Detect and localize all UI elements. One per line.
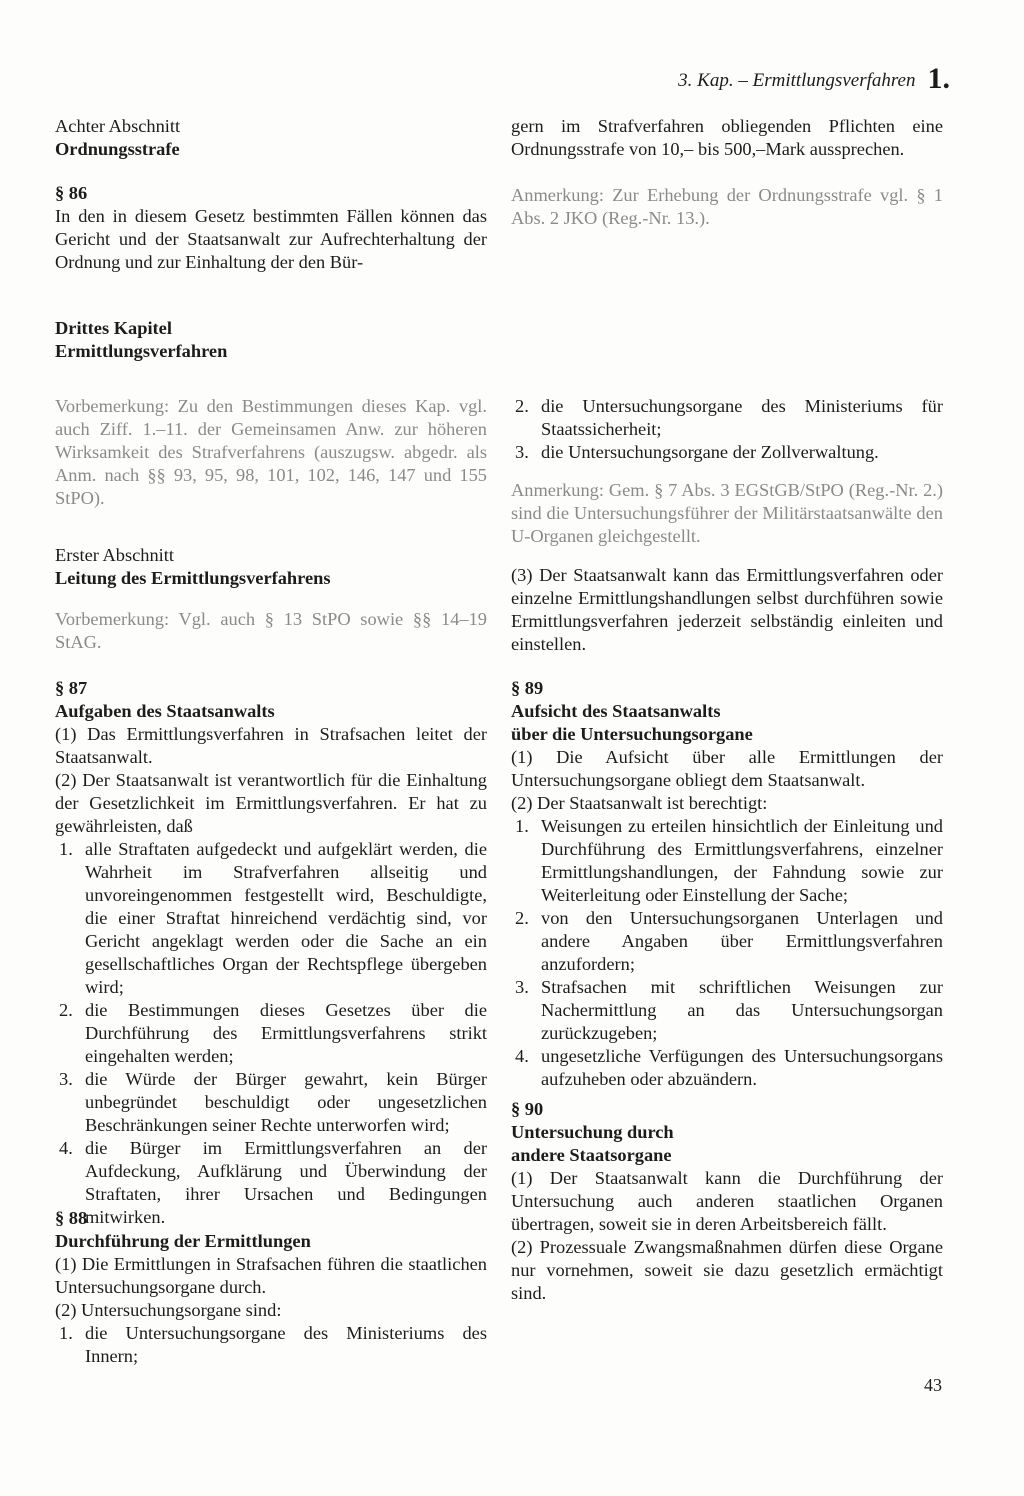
paragraph-90-title-2: andere Staatsorgane — [511, 1145, 672, 1165]
paragraph-89 — [511, 677, 943, 1091]
paragraph-89-title-1: Aufsicht des Staatsanwalts — [511, 701, 721, 721]
paragraph-90 — [511, 1098, 943, 1305]
paragraph-88 — [55, 1207, 487, 1368]
list-item: 4. ungesetzliche Verfügungen des Untersuchungsorgans aufzuheben oder abzuändern. — [515, 1046, 943, 1089]
paragraph-90-para2: (2) Prozessuale Zwangsmaßnahmen dürfen diese Organe nur vornehmen, soweit sie dazu gesetzlich ermächtigt sind. — [511, 1237, 943, 1303]
paragraph-89-title-2: über die Untersuchungsorgane — [511, 724, 753, 744]
chapter-prenote — [55, 395, 487, 510]
section-1-heading — [55, 544, 487, 590]
list-item: 2. die Untersuchungsorgane des Ministeriums für Staatssicherheit; — [515, 396, 943, 439]
paragraph-89-para1: (1) Die Aufsicht über alle Ermittlungen der Untersuchungsorgane obliegt dem Staatsanwalt. — [511, 747, 943, 790]
chapter-heading — [55, 317, 495, 363]
paragraph-87-para1: (1) Das Ermittlungsverfahren in Strafsachen leitet der Staatsanwalt. — [55, 724, 487, 767]
paragraph-87 — [55, 677, 487, 1229]
list-item: 2. die Bestimmungen dieses Gesetzes über die Durchführung des Ermittlungsverfahrens strikt eingehalten werden; — [59, 1000, 487, 1066]
list-item: 1. alle Straftaten aufgedeckt und aufgeklärt werden, die Wahrheit im Strafverfahren allseitig und unvoreingenommen festgestellt wird, Beschuldigte, die einer Straftat hinreichend verdächtig sind, vor Gericht angeklagt werden oder die Sache an ein gesellschaftliches Organ der Rechtspflege übergeben wird; — [59, 839, 487, 997]
section-8-title: Ordnungsstrafe — [55, 139, 180, 159]
paragraph-86-note: Anmerkung: Zur Erhebung der Ordnungsstrafe vgl. § 1 Abs. 2 JKO (Reg.-Nr. 13.). — [511, 185, 943, 228]
paragraph-88-para2: (2) Untersuchungsorgane sind: — [55, 1300, 282, 1320]
paragraph-89-list — [511, 815, 943, 1091]
paragraph-88-para3: (3) Der Staatsanwalt kann das Ermittlungsverfahren oder einzelne Ermittlungshandlungen selbst durchführen sowie Ermittlungsverfahren jederzeit selbständig einleiten und einstellen. — [511, 565, 943, 654]
paragraph-87-title: Aufgaben des Staatsanwalts — [55, 701, 275, 721]
paragraph-88-para1: (1) Die Ermittlungen in Strafsachen führen die staatlichen Untersuchungsorgane durch. — [55, 1254, 487, 1297]
list-item: 2. von den Untersuchungsorganen Unterlagen und andere Angaben über Ermittlungsverfahren anzufordern; — [515, 908, 943, 974]
paragraph-90-title-1: Untersuchung durch — [511, 1122, 674, 1142]
paragraph-88-continued — [511, 395, 943, 656]
list-item: 1. Weisungen zu erteilen hinsichtlich der Einleitung und Durchführung des Ermittlungsverfahrens, einzelner Ermittlungshandlungen, der Fahndung sowie zur Weiterleitung oder Einstellung der Sache; — [515, 816, 943, 905]
paragraph-89-para2: (2) Der Staatsanwalt ist berechtigt: — [511, 793, 768, 813]
paragraph-90-para1: (1) Der Staatsanwalt kann die Durchführung der Untersuchung auch anderen staatlichen Organen übertragen, soweit sie in deren Arbeitsbereich fällt. — [511, 1168, 943, 1234]
list-item: 3. die Untersuchungsorgane der Zollverwaltung. — [515, 442, 879, 462]
chapter-prenote-text: Vorbemerkung: Zu den Bestimmungen dieses Kap. vgl. auch Ziff. 1.–11. der Gemeinsamen Anw. zur höheren Wirksamkeit des Strafverfahrens (auszugsw. abgedr. als Anm. nach §§ 93, 95, 98, 101, 102, 146, 147 und 155 StPO). — [55, 396, 487, 508]
section-1-title: Leitung des Ermittlungsverfahrens — [55, 568, 331, 588]
running-title: 3. Kap. – Ermittlungsverfahren — [678, 70, 916, 91]
paragraph-86-text-right: gern im Strafverfahren obliegenden Pflichten eine Ordnungsstrafe von 10,– bis 500,–Mark aussprechen. — [511, 116, 943, 159]
paragraph-86 — [55, 182, 487, 274]
running-header — [678, 62, 950, 96]
paragraph-86-number: § 86 — [55, 183, 88, 203]
paragraph-87-number: § 87 — [55, 678, 88, 698]
chapter-label: Drittes Kapitel — [55, 318, 172, 338]
section-1-prenote — [55, 608, 487, 654]
paragraph-88-list-left — [55, 1322, 487, 1368]
list-item: 3. die Würde der Bürger gewahrt, kein Bürger unbegründet beschuldigt oder ungesetzlichen Beschränkungen seiner Rechte unterworfen wird; — [59, 1069, 487, 1135]
paragraph-88-note: Anmerkung: Gem. § 7 Abs. 3 EGStGB/StPO (Reg.-Nr. 2.) sind die Untersuchungsführer der Militärstaatsanwälte den U-Organen gleichgestellt. — [511, 480, 943, 546]
paragraph-88-title: Durchführung der Ermittlungen — [55, 1231, 311, 1251]
section-8-label: Achter Abschnitt — [55, 116, 181, 136]
paragraph-88-list-right — [511, 395, 943, 464]
section-1-prenote-text: Vorbemerkung: Vgl. auch § 13 StPO sowie §§ 14–19 StAG. — [55, 609, 487, 652]
list-item: 4. die Bürger im Ermittlungsverfahren an der Aufdeckung, Aufklärung und Überwindung der Straftaten, ihrer Ursachen und Bedingungen mitwirken. — [59, 1138, 487, 1227]
paragraph-89-number: § 89 — [511, 678, 544, 698]
section-1-label: Erster Abschnitt — [55, 545, 175, 565]
chapter-number: 1. — [927, 62, 950, 95]
paragraph-86-text-left: In den in diesem Gesetz bestimmten Fällen können das Gericht und der Staatsanwalt zur Aufrechterhaltung der Ordnung und zur Einhaltung der den Bür- — [55, 206, 487, 272]
page-number: 43 — [924, 1375, 942, 1395]
list-item: 1. die Untersuchungsorgane des Ministeriums des Innern; — [59, 1323, 487, 1366]
paragraph-90-number: § 90 — [511, 1099, 544, 1119]
paragraph-86-continued — [511, 115, 943, 230]
paragraph-87-para2: (2) Der Staatsanwalt ist verantwortlich für die Einhaltung der Gesetzlichkeit im Ermittlungsverfahren. Er hat zu gewährleisten, daß — [55, 770, 487, 836]
list-item: 3. Strafsachen mit schriftlichen Weisungen zur Nachermittlung an das Untersuchungsorgan zurückzugeben; — [515, 977, 943, 1043]
chapter-title: Ermittlungsverfahren — [55, 341, 228, 361]
paragraph-87-list — [55, 838, 487, 1229]
section-8-heading — [55, 115, 487, 161]
paragraph-88-number: § 88 — [55, 1208, 88, 1228]
